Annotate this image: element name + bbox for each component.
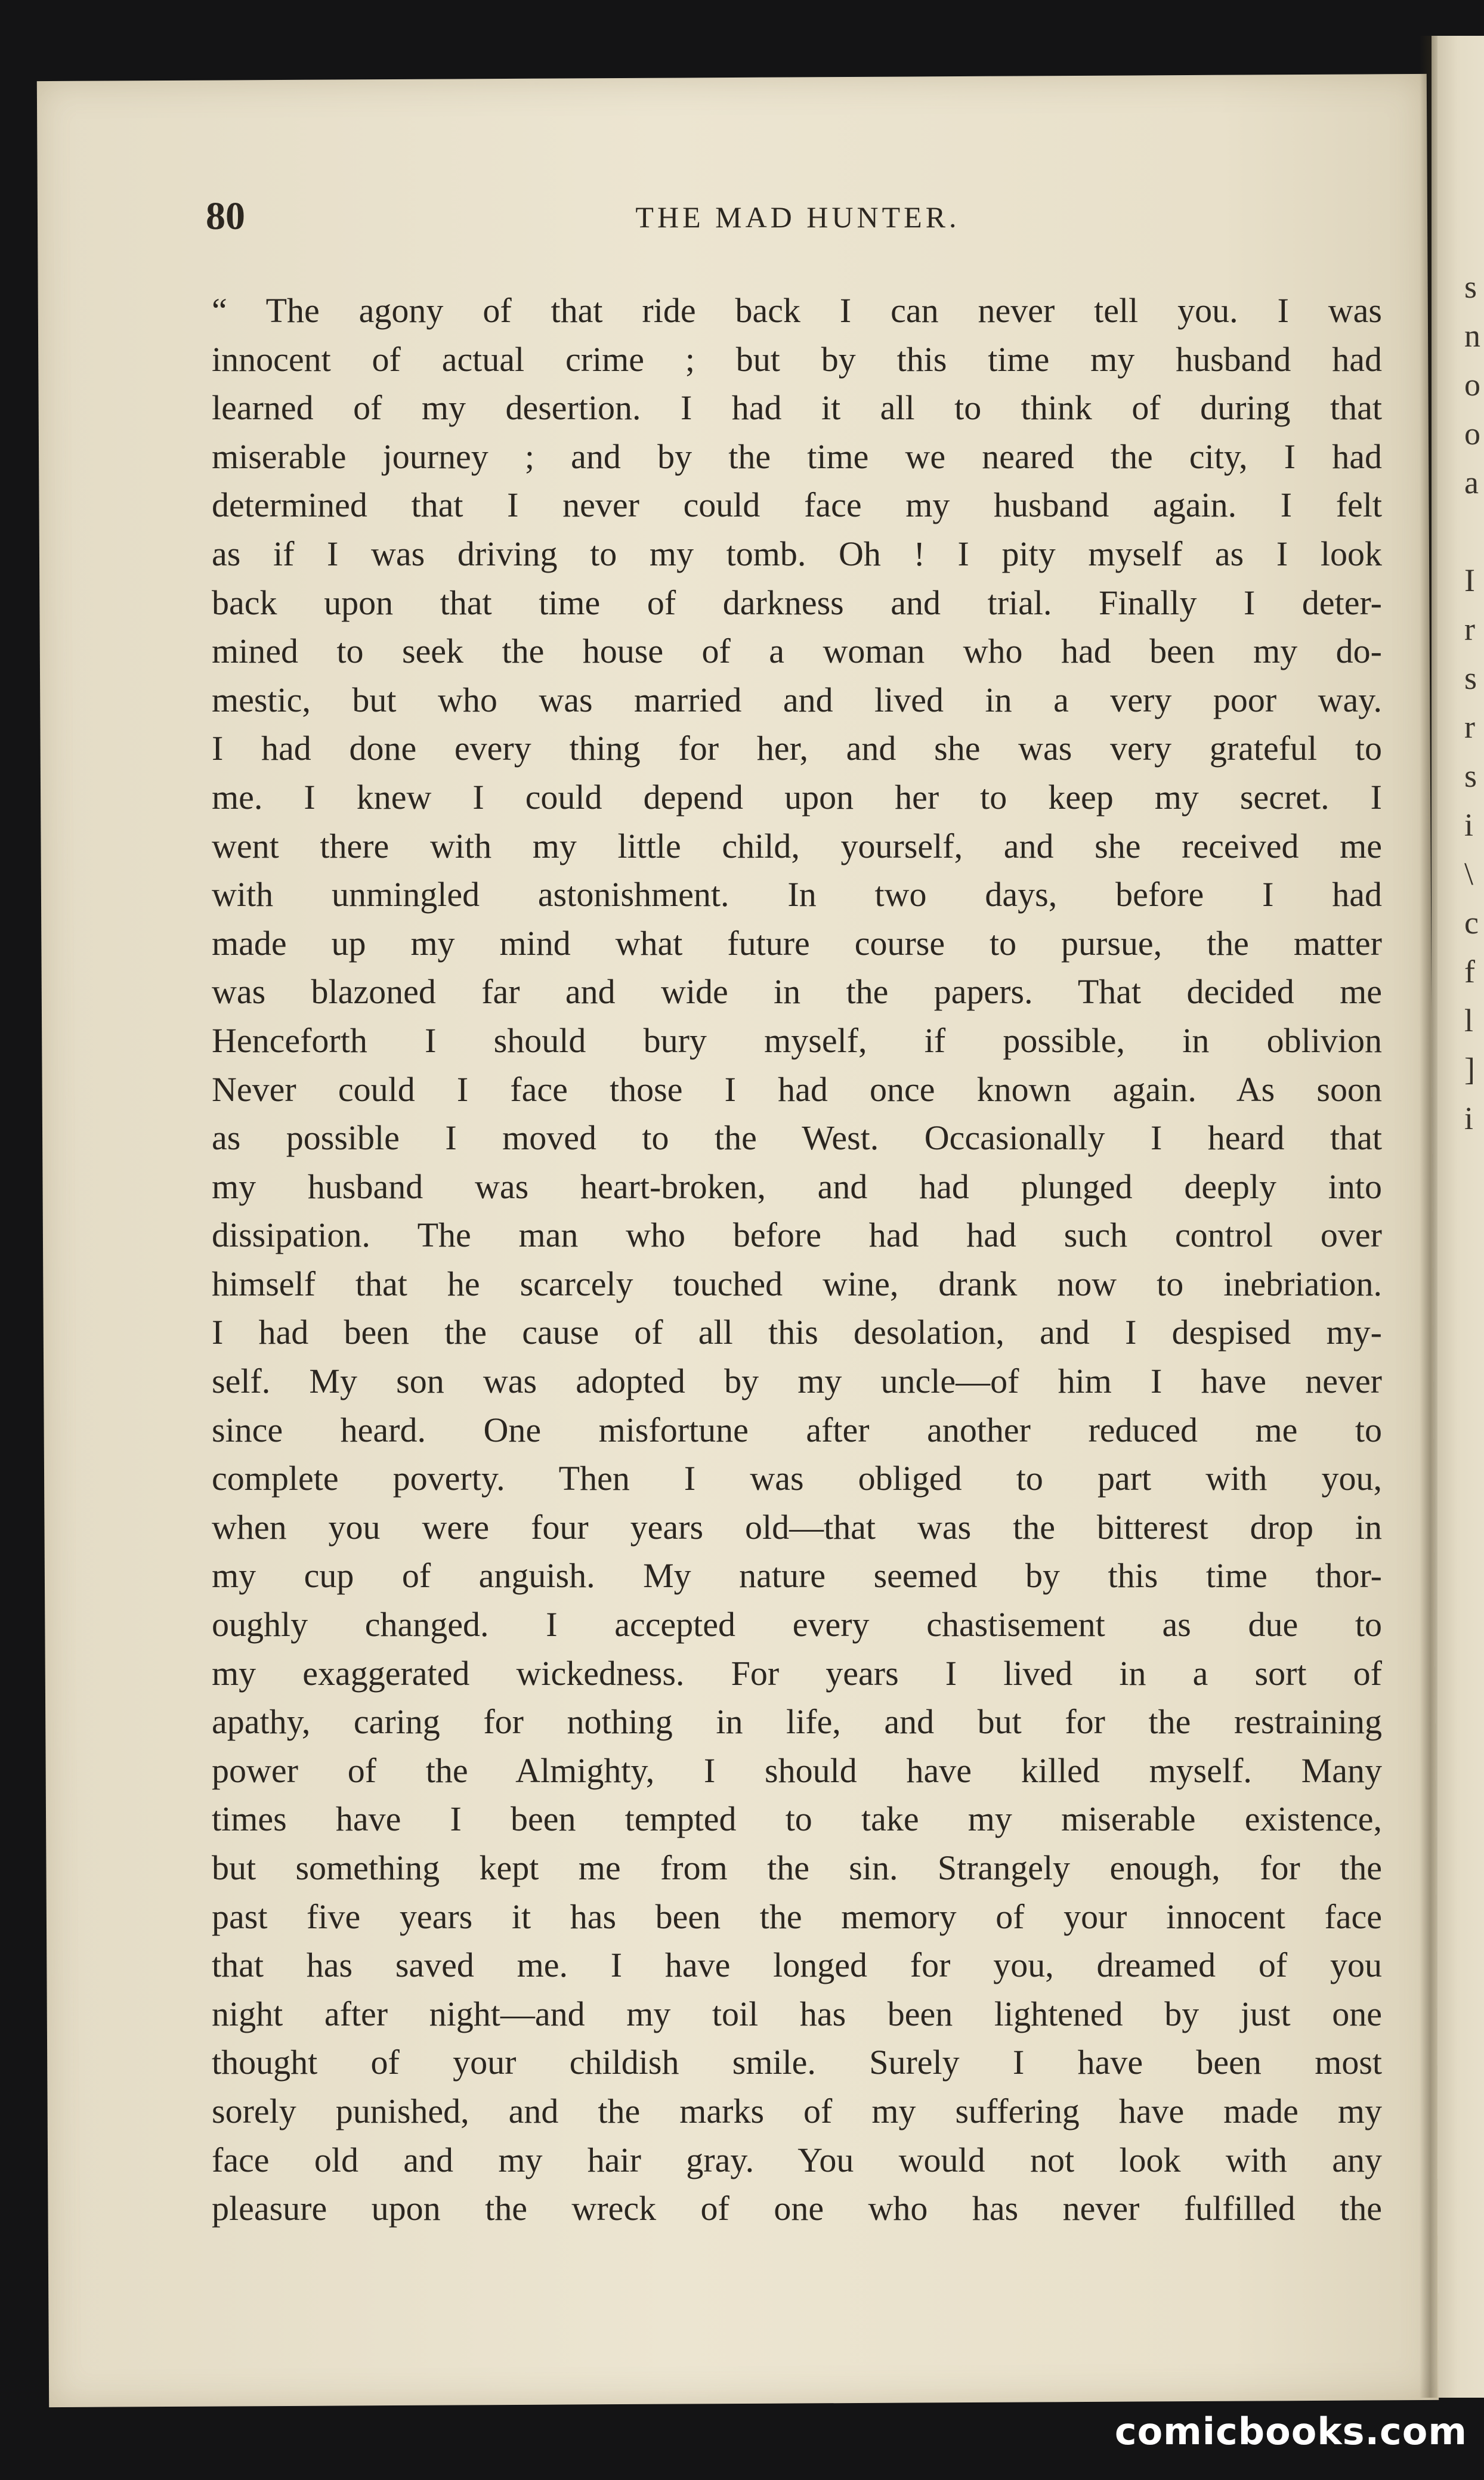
- text-line: complete poverty. Then I was obliged to part with you,: [212, 1459, 1382, 1498]
- text-line: self. My son was adopted by my uncle—of him I have never: [212, 1362, 1382, 1401]
- text-line: “ The agony of that ride back I can never tell you. I was: [212, 291, 1382, 330]
- text-line: my exaggerated wickedness. For years I lived in a sort of: [212, 1653, 1382, 1693]
- facing-page-fragment: ]: [1464, 1052, 1475, 1087]
- text-line: innocent of actual crime ; but by this time my husband had: [212, 339, 1382, 379]
- page-number: 80: [206, 194, 245, 238]
- text-line: with unmingled astonishment. In two days, before I had: [212, 875, 1382, 914]
- page-header: [206, 194, 1390, 248]
- text-line: night after night—and my toil has been lightened by just one: [212, 1994, 1382, 2033]
- text-line: mined to seek the house of a woman who had been my do-: [212, 632, 1382, 671]
- text-line: my husband was heart-broken, and had plunged deeply into: [212, 1167, 1382, 1206]
- text-line: power of the Almighty, I should have killed myself. Many: [212, 1751, 1382, 1790]
- text-line: mestic, but who was married and lived in a very poor way.: [212, 680, 1382, 719]
- text-line: past five years it has been the memory of your innocent face: [212, 1897, 1382, 1936]
- text-line: himself that he scarcely touched wine, drank now to inebriation.: [212, 1264, 1382, 1303]
- text-line: me. I knew I could depend upon her to keep my secret. I: [212, 777, 1382, 817]
- facing-page-fragment: s: [1464, 660, 1477, 696]
- text-line: I had done every thing for her, and she was very grateful to: [212, 729, 1382, 768]
- facing-page-fragment: f: [1464, 954, 1475, 989]
- facing-page-text-fragments: [1464, 262, 1484, 1143]
- facing-page-fragment: r: [1464, 709, 1475, 745]
- text-line: back upon that time of darkness and trial. Finally I deter-: [212, 583, 1382, 622]
- facing-page-fragment: s: [1464, 758, 1477, 794]
- text-line: that has saved me. I have longed for you, dreamed of you: [212, 1946, 1382, 1985]
- facing-page-fragment: [1464, 507, 1484, 556]
- text-line: when you were four years old—that was the bitterest drop in: [212, 1507, 1382, 1547]
- text-line: as if I was driving to my tomb. Oh ! I pity myself as I look: [212, 534, 1382, 573]
- text-line: times have I been tempted to take my miserable existence,: [212, 1799, 1382, 1839]
- facing-page-fragment: l: [1464, 1003, 1474, 1038]
- facing-page-fragment: i: [1464, 807, 1474, 843]
- text-line: I had been the cause of all this desolation, and I despised my-: [212, 1313, 1382, 1352]
- text-line: my cup of anguish. My nature seemed by this time thor-: [212, 1556, 1382, 1595]
- text-line: thought of your childish smile. Surely I have been most: [212, 2043, 1382, 2082]
- text-line: was blazoned far and wide in the papers. That decided me: [212, 972, 1382, 1012]
- text-line: miserable journey ; and by the time we neared the city, I had: [212, 437, 1382, 476]
- text-line: oughly changed. I accepted every chastisement as due to: [212, 1605, 1382, 1644]
- text-line: since heard. One misfortune after another reduced me to: [212, 1410, 1382, 1449]
- text-line: but something kept me from the sin. Strangely enough, for the: [212, 1848, 1382, 1887]
- text-line: dissipation. The man who before had had such control over: [212, 1216, 1382, 1255]
- text-line: Henceforth I should bury myself, if possible, in oblivion: [212, 1021, 1382, 1060]
- running-head: THE MAD HUNTER.: [635, 200, 960, 234]
- page-gutter-shadow: [1420, 36, 1437, 2398]
- text-line: apathy, caring for nothing in life, and but for the restraining: [212, 1702, 1382, 1742]
- facing-page-fragment: s: [1464, 269, 1477, 305]
- text-line: went there with my little child, yourself, and she received me: [212, 826, 1382, 865]
- facing-page-fragment: c: [1464, 905, 1479, 941]
- facing-page-fragment: o: [1464, 367, 1480, 403]
- text-line: face old and my hair gray. You would not look with any: [212, 2140, 1382, 2179]
- text-line: made up my mind what future course to pursue, the matter: [212, 923, 1382, 963]
- facing-page-fragment: I: [1464, 562, 1475, 598]
- text-line: Never could I face those I had once known again. As soon: [212, 1069, 1382, 1109]
- facing-page-fragment: i: [1464, 1100, 1474, 1136]
- text-line: learned of my desertion. I had it all to think of during that: [212, 388, 1382, 428]
- text-line: as possible I moved to the West. Occasionally I heard that: [212, 1118, 1382, 1158]
- text-line: pleasure upon the wreck of one who has never fulfilled the: [212, 2189, 1382, 2228]
- text-line: sorely punished, and the marks of my suffering have made my: [212, 2091, 1382, 2130]
- site-watermark: comicbooks.com: [1114, 2410, 1467, 2453]
- text-line: determined that I never could face my husband again. I felt: [212, 486, 1382, 525]
- facing-page-fragment: n: [1464, 318, 1480, 354]
- facing-page-fragment: \: [1464, 856, 1474, 892]
- facing-page-fragment: r: [1464, 611, 1475, 647]
- body-text: [212, 286, 1382, 2233]
- facing-page-fragment: a: [1464, 465, 1479, 500]
- facing-page-fragment: o: [1464, 416, 1480, 452]
